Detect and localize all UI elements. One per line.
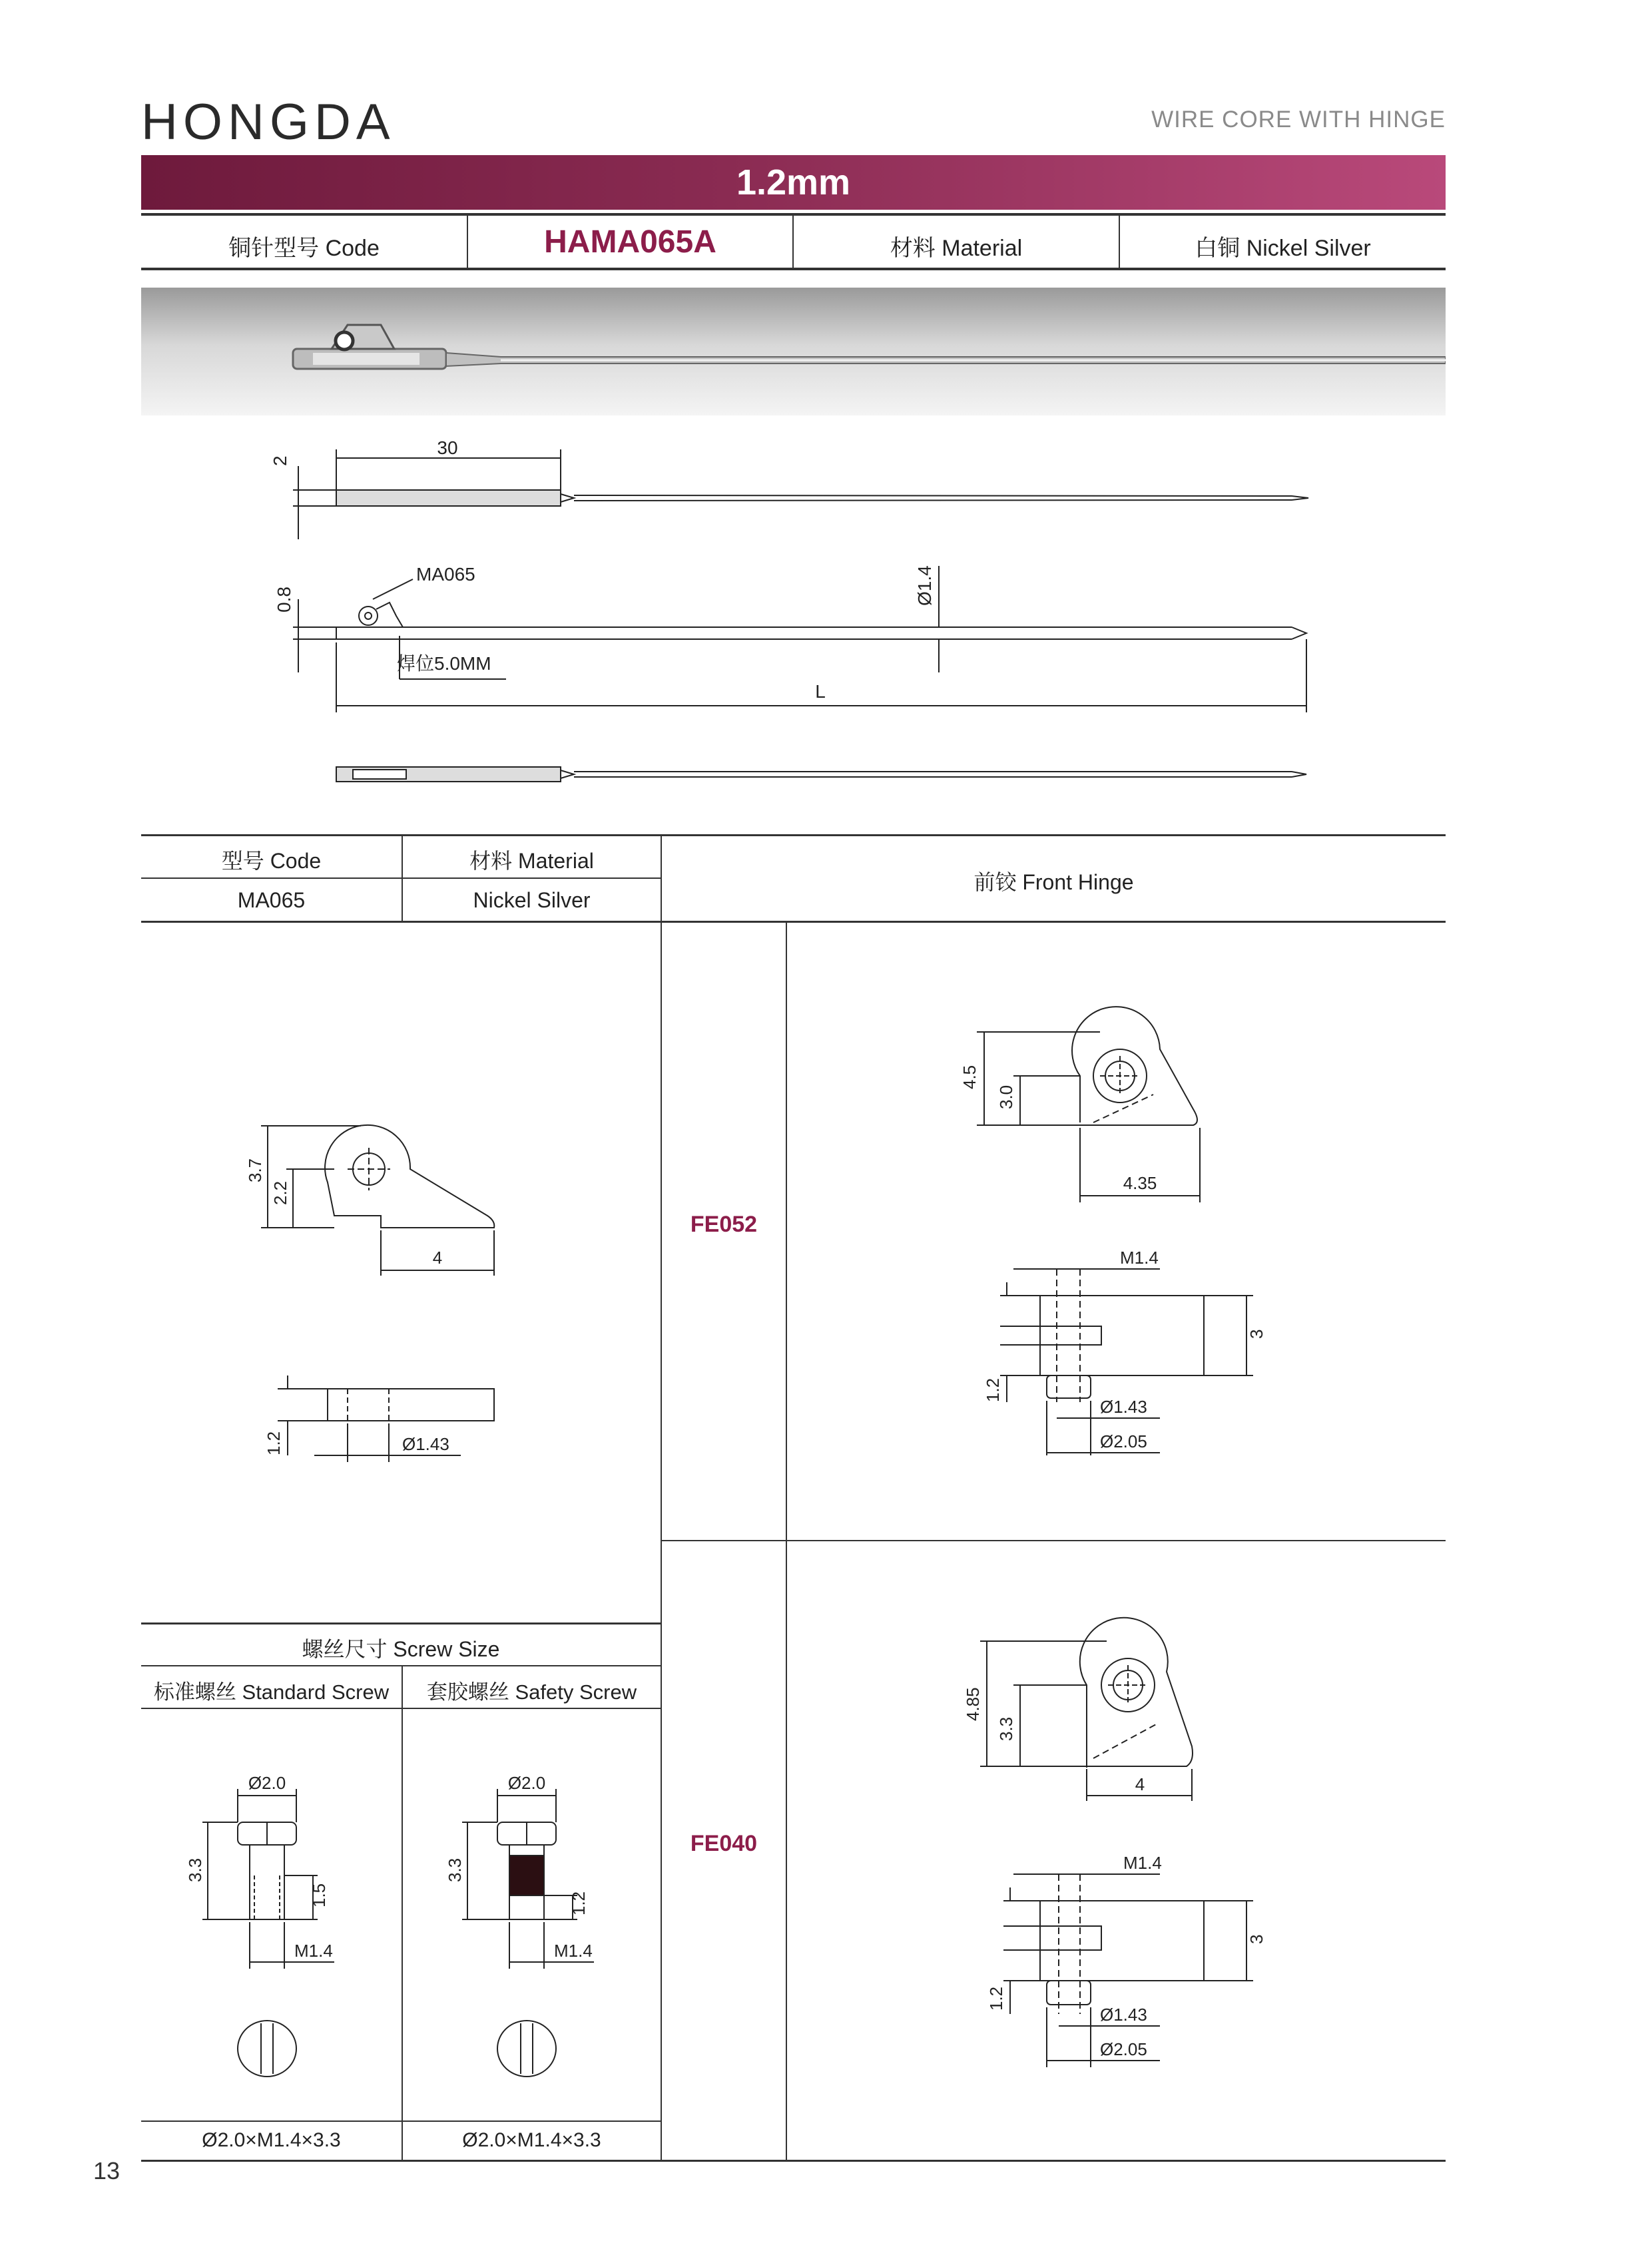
fe040-h3: 3 [1246, 1934, 1266, 1944]
brand-logo: HONGDA [141, 94, 396, 150]
ma065-h37: 3.7 [245, 1158, 265, 1182]
saf-screw-dia: Ø2.0 [507, 1773, 546, 1793]
ma065-drawing [141, 923, 661, 1622]
fe040-h33: 3.3 [996, 1716, 1016, 1741]
code-label: 铜针型号 Code [228, 236, 380, 261]
hinge-material-value: Nickel Silver [473, 888, 591, 912]
weld-position-label: 焊位5.0MM [397, 653, 491, 674]
wire-core-photo [141, 288, 1446, 415]
hinge-code-header: 型号 Code [221, 849, 322, 873]
fe040-d143: Ø1.43 [1100, 2005, 1147, 2025]
safety-screw-label: 套胶螺丝 Safety Screw [426, 1680, 637, 1704]
fe040-d205: Ø2.05 [1100, 2039, 1147, 2059]
fe040-w4: 4 [1135, 1774, 1145, 1794]
dim-30: 30 [437, 437, 458, 458]
fe052-h3: 3 [1246, 1329, 1266, 1339]
material-label: 材料 Material [890, 236, 1023, 261]
dia-1.4: Ø1.4 [914, 565, 935, 606]
ma065-t12: 1.2 [264, 1431, 284, 1455]
length-label: L [815, 681, 826, 702]
safety-screw-spec: Ø2.0×M1.4×3.3 [462, 2129, 601, 2151]
fe040-h485: 4.85 [963, 1687, 983, 1721]
screw-drawings [141, 1709, 661, 2120]
page-number: 13 [93, 2157, 121, 2184]
saf-screw-height: 3.3 [445, 1858, 465, 1882]
fe052-model: FE052 [690, 1212, 758, 1237]
spec-row-bottom-rule [141, 268, 1446, 270]
table-top-rule [141, 834, 1446, 836]
screw-size-title: 螺丝尺寸 Screw Size [302, 1637, 500, 1661]
std-screw-thread: 1.5 [309, 1883, 329, 1907]
std-screw-height: 3.3 [185, 1858, 205, 1882]
standard-screw-spec: Ø2.0×M1.4×3.3 [202, 2129, 341, 2151]
dim-0.8: 0.8 [274, 587, 294, 613]
fe052-d143: Ø1.43 [1100, 1397, 1147, 1417]
fe040-model: FE040 [690, 1831, 758, 1856]
fe052-d205: Ø2.05 [1100, 1431, 1147, 1451]
hinge-callout: MA065 [416, 564, 475, 585]
saf-screw-m: M1.4 [554, 1941, 593, 1961]
table-rule [141, 1665, 661, 1666]
pin-technical-drawing [0, 426, 1652, 839]
product-photo [141, 288, 1446, 415]
section-title: WIRE CORE WITH HINGE [1151, 107, 1446, 132]
fe052-h45: 4.5 [960, 1065, 979, 1089]
material-value: 白铜 Nickel Silver [1195, 236, 1371, 261]
front-hinge-header: 前铰 Front Hinge [973, 870, 1134, 894]
code-value: HAMA065A [544, 224, 716, 260]
fe052-t12: 1.2 [983, 1377, 1003, 1402]
table-rule [141, 877, 661, 879]
dim-2: 2 [270, 455, 290, 466]
fe052-h30: 3.0 [996, 1085, 1016, 1109]
ma065-h22: 2.2 [270, 1180, 290, 1205]
fe040-drawing [787, 1541, 1446, 2160]
page-bottom-rule [141, 2160, 1446, 2162]
hinge-code-value: MA065 [237, 888, 306, 912]
fe040-m14: M1.4 [1123, 1853, 1162, 1873]
table-divider [661, 836, 662, 2161]
fe052-w435: 4.35 [1123, 1173, 1157, 1193]
std-screw-m: M1.4 [294, 1941, 333, 1961]
ma065-d143: Ø1.43 [402, 1434, 449, 1454]
hinge-material-header: 材料 Material [469, 849, 594, 873]
ma065-w4: 4 [432, 1248, 443, 1268]
saf-screw-thread: 1.2 [569, 1891, 589, 1915]
table-rule [141, 2120, 661, 2122]
table-rule [141, 1622, 661, 1624]
standard-screw-label: 标准螺丝 Standard Screw [153, 1680, 390, 1704]
fe052-m14: M1.4 [1120, 1248, 1159, 1268]
fe052-drawing [787, 923, 1446, 1540]
std-screw-dia: Ø2.0 [248, 1773, 286, 1793]
size-banner: 1.2mm [141, 155, 1446, 210]
fe040-t12: 1.2 [986, 1986, 1006, 2011]
